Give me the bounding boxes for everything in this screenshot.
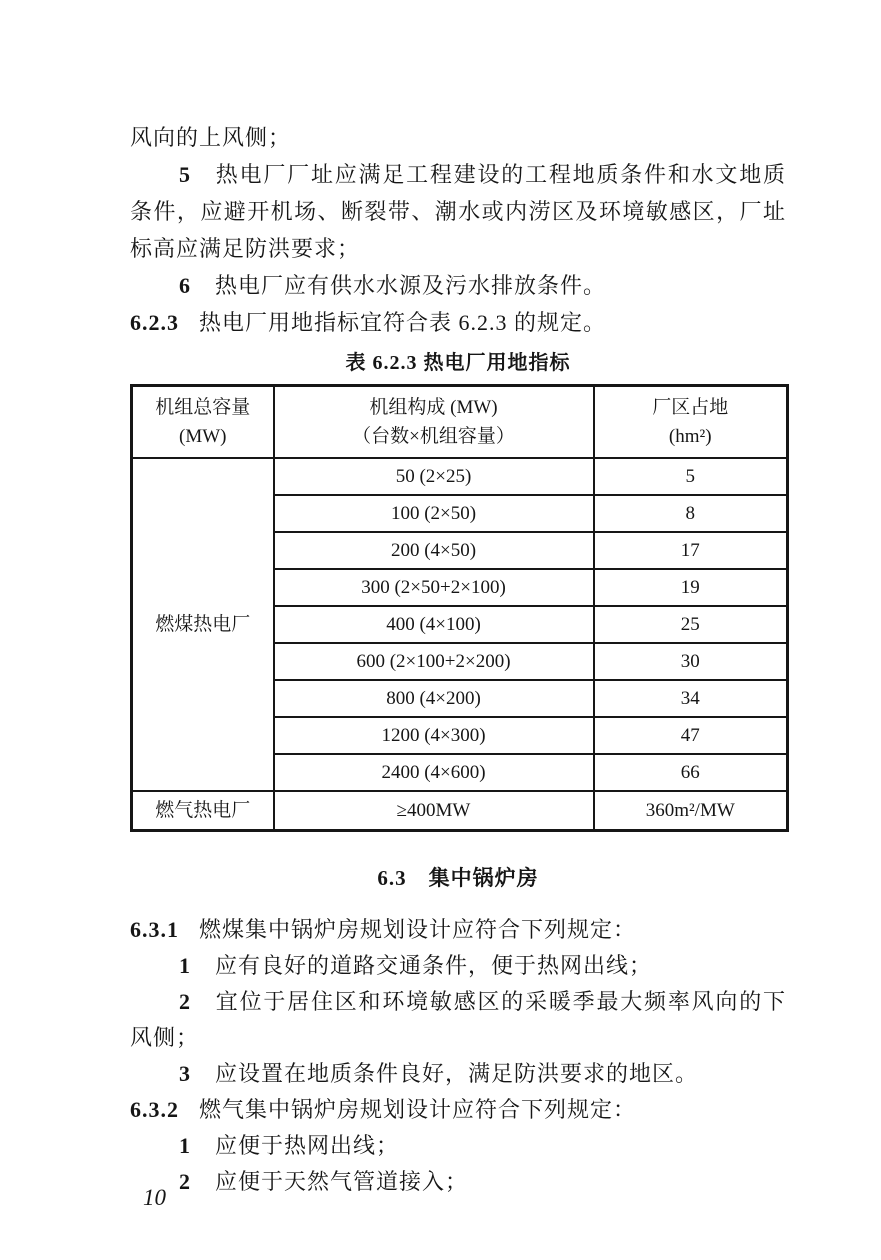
paragraph-text: 应有良好的道路交通条件，便于热网出线； bbox=[215, 953, 653, 978]
paragraph-line bbox=[130, 1092, 786, 1128]
cell-area: 66 bbox=[594, 754, 788, 791]
section-number: 6.3 bbox=[377, 866, 407, 890]
paragraph-line bbox=[130, 156, 786, 193]
paragraph-line: 风侧； bbox=[130, 1025, 200, 1050]
cell-area: 5 bbox=[594, 458, 788, 495]
section-heading bbox=[130, 863, 786, 893]
page-content bbox=[130, 0, 786, 1200]
cell-mix: 800 (4×200) bbox=[274, 680, 594, 717]
clause-number: 6.3.2 bbox=[130, 1097, 179, 1122]
cell-mix: 200 (4×50) bbox=[274, 532, 594, 569]
cell-mix: 400 (4×100) bbox=[274, 606, 594, 643]
clause-number: 6.2.3 bbox=[130, 310, 179, 335]
header-unit-composition bbox=[274, 386, 594, 459]
paragraph-line bbox=[130, 1056, 786, 1092]
cell-mix: 600 (2×100+2×200) bbox=[274, 643, 594, 680]
table-header-row bbox=[132, 386, 788, 459]
header-plant-area bbox=[594, 386, 788, 459]
header-total-capacity bbox=[132, 386, 274, 459]
cell-mix: 2400 (4×600) bbox=[274, 754, 594, 791]
item-number: 3 bbox=[179, 1061, 191, 1086]
paragraph-text: 燃煤集中锅炉房规划设计应符合下列规定： bbox=[199, 917, 637, 942]
cell-area: 30 bbox=[594, 643, 788, 680]
paragraph-line bbox=[130, 984, 786, 1020]
paragraph-line bbox=[130, 912, 786, 948]
cell-mix: 100 (2×50) bbox=[274, 495, 594, 532]
paragraph-line bbox=[130, 267, 786, 304]
paragraph-text: 应便于热网出线； bbox=[215, 1133, 400, 1158]
paragraph-text: 应便于天然气管道接入； bbox=[215, 1169, 469, 1194]
cell-mix: 300 (2×50+2×100) bbox=[274, 569, 594, 606]
paragraph-text: 宜位于居住区和环境敏感区的采暖季最大频率风向的下 bbox=[215, 989, 786, 1014]
table-caption: 表 6.2.3 热电厂用地指标 bbox=[345, 352, 571, 374]
paragraph-line bbox=[130, 948, 786, 984]
paragraph-line: 条件，应避开机场、断裂带、潮水或内涝区及环境敏感区，厂址 bbox=[130, 199, 786, 224]
cell-area: 8 bbox=[594, 495, 788, 532]
paragraph-line: 风向的上风侧； bbox=[130, 125, 292, 150]
table-row-gas-plant bbox=[132, 791, 788, 831]
paragraph-text: 热电厂厂址应满足工程建设的工程地质条件和水文地质 bbox=[215, 162, 786, 187]
clause-number: 6.3.1 bbox=[130, 917, 179, 942]
land-use-table bbox=[130, 384, 789, 832]
paragraph-line bbox=[130, 304, 786, 341]
header-line: (MW) bbox=[179, 426, 227, 447]
header-line: 机组构成 (MW) bbox=[369, 397, 498, 418]
coal-plant-label: 燃煤热电厂 bbox=[132, 458, 274, 791]
paragraph-text: 应设置在地质条件良好，满足防洪要求的地区。 bbox=[215, 1061, 699, 1086]
paragraph-text: 燃气集中锅炉房规划设计应符合下列规定： bbox=[199, 1097, 637, 1122]
header-line: 机组总容量 bbox=[155, 397, 251, 418]
header-line: （台数×机组容量） bbox=[352, 426, 515, 447]
paragraph-line: 标高应满足防洪要求； bbox=[130, 236, 361, 261]
header-line: 厂区占地 bbox=[652, 397, 729, 418]
cell-mix: 50 (2×25) bbox=[274, 458, 594, 495]
item-number: 5 bbox=[179, 162, 191, 187]
table-row bbox=[132, 458, 788, 495]
section-title: 集中锅炉房 bbox=[428, 866, 539, 890]
paragraph-line bbox=[130, 1128, 786, 1164]
paragraph-text: 热电厂应有供水水源及污水排放条件。 bbox=[215, 273, 607, 298]
cell-area: 17 bbox=[594, 532, 788, 569]
page-number: 10 bbox=[143, 1185, 166, 1210]
cell-mix: 1200 (4×300) bbox=[274, 717, 594, 754]
cell-area: 25 bbox=[594, 606, 788, 643]
cell-mix: ≥400MW bbox=[274, 791, 594, 831]
cell-area: 360m²/MW bbox=[594, 791, 788, 831]
item-number: 1 bbox=[179, 1133, 191, 1158]
paragraph-line bbox=[130, 1164, 786, 1200]
clause-6-3-paragraphs bbox=[130, 912, 786, 1200]
item-number: 2 bbox=[179, 989, 191, 1014]
header-line: (hm²) bbox=[668, 426, 712, 447]
gas-plant-label: 燃气热电厂 bbox=[132, 791, 274, 831]
cell-area: 47 bbox=[594, 717, 788, 754]
item-number: 2 bbox=[179, 1169, 191, 1194]
cell-area: 34 bbox=[594, 680, 788, 717]
cell-area: 19 bbox=[594, 569, 788, 606]
item-number: 6 bbox=[179, 273, 191, 298]
item-number: 1 bbox=[179, 953, 191, 978]
paragraph-text: 热电厂用地指标宜符合表 6.2.3 的规定。 bbox=[199, 310, 607, 335]
clause-6-2-paragraphs bbox=[130, 0, 786, 341]
